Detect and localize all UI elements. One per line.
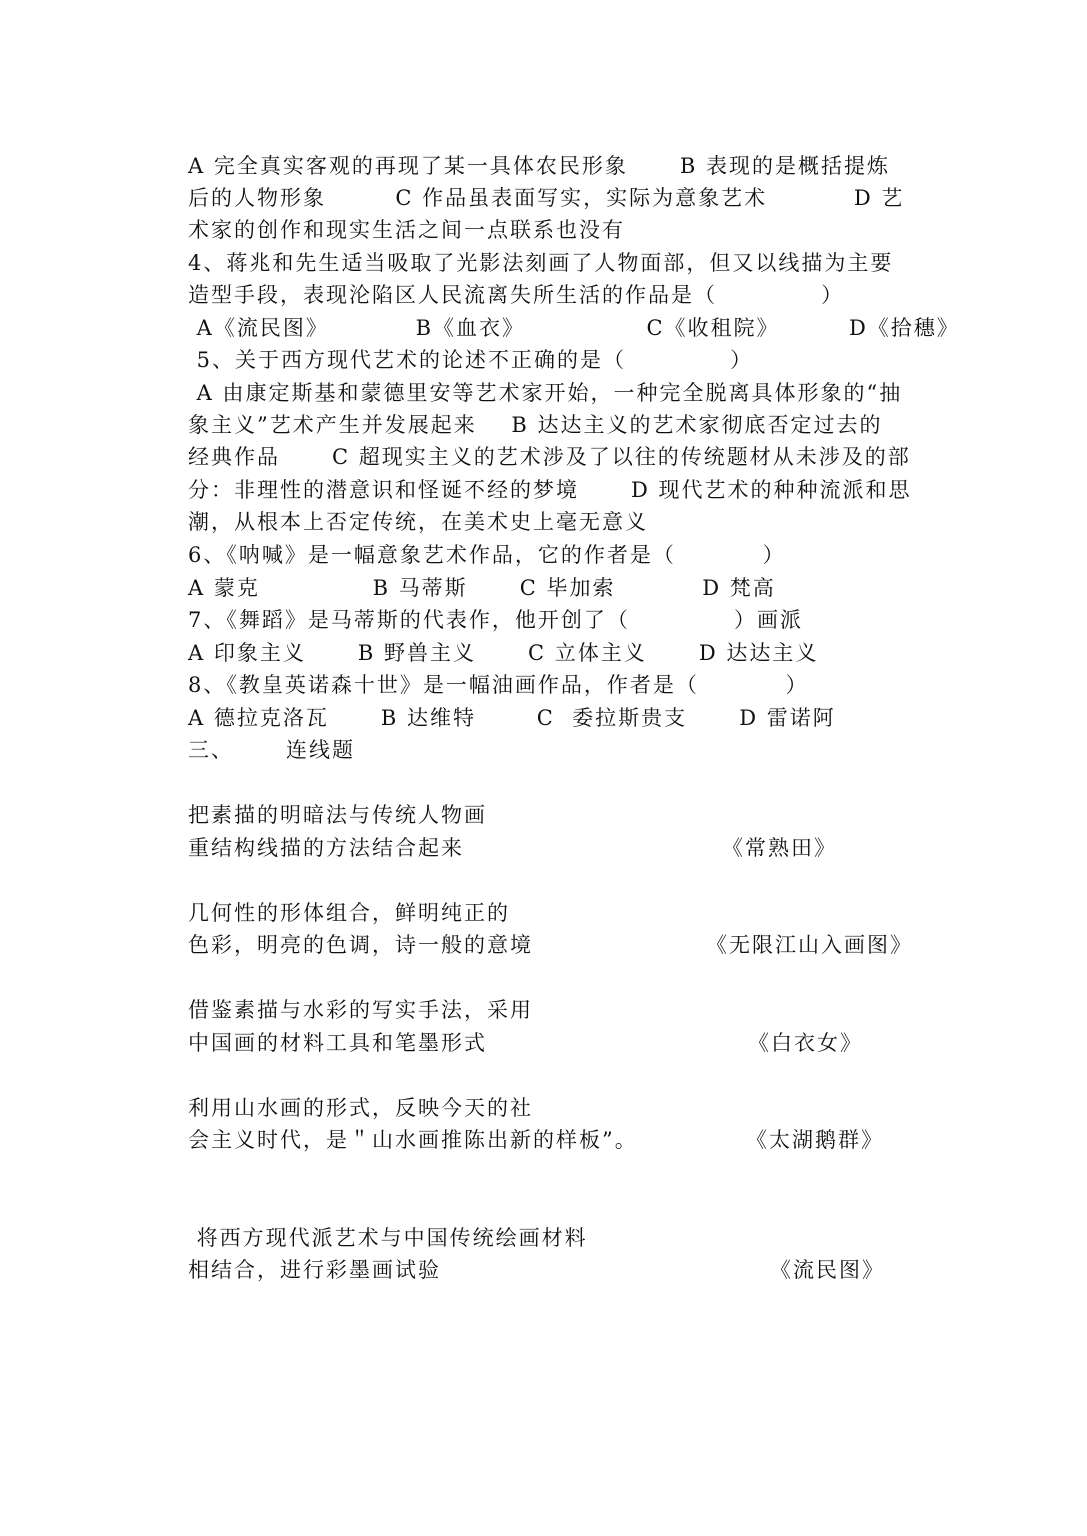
matching-left-4-line-2: 会主义时代，是＂山水画推陈出新的样板”。 xyxy=(188,1128,638,1152)
q5-option-line-5: 潮，从根本上否定传统，在美术史上毫无意义 xyxy=(188,510,648,534)
matching-right-1: 《常熟田》 xyxy=(722,836,837,860)
q7-stem: 7、《舞蹈》是马蒂斯的代表作，他开创了（ ）画派 xyxy=(188,608,803,632)
matching-right-2: 《无限江山入画图》 xyxy=(706,933,913,957)
q6-options: A 蒙克 B 马蒂斯 C 毕加索 D 梵高 xyxy=(188,576,776,600)
q4-options: A《流民图》 B《血衣》 C《收租院》 D《拾穗》 xyxy=(188,316,960,340)
matching-left-1-line-2: 重结构线描的方法结合起来 xyxy=(188,836,464,860)
q4-stem-line-2: 造型手段，表现沦陷区人民流离失所生活的作品是（ ） xyxy=(188,283,845,307)
matching-left-1-line-1: 把素描的明暗法与传统人物画 xyxy=(188,803,487,827)
q7-options: A 印象主义 B 野兽主义 C 立体主义 D 达达主义 xyxy=(188,641,819,665)
section-3-title: 三、 连线题 xyxy=(188,738,356,762)
q4-stem-line-1: 4、蒋兆和先生适当吸取了光影法刻画了人物面部，但又以线描为主要 xyxy=(188,251,894,275)
q5-option-line-3: 经典作品 C 超现实主义的艺术涉及了以往的传统题材从未涉及的部 xyxy=(188,445,911,469)
matching-left-5-line-1: 将西方现代派艺术与中国传统绘画材料 xyxy=(188,1226,588,1250)
matching-right-4: 《太湖鹅群》 xyxy=(746,1128,884,1152)
q5-option-line-1: A 由康定斯基和蒙德里安等艺术家开始，一种完全脱离具体形象的“抽 xyxy=(188,381,903,405)
q3-option-line-1: A 完全真实客观的再现了某一具体农民形象 B 表现的是概括提炼 xyxy=(188,154,890,178)
q6-stem: 6、《呐喊》是一幅意象艺术作品，它的作者是（ ） xyxy=(188,543,786,567)
matching-right-5: 《流民图》 xyxy=(770,1258,885,1282)
matching-right-3: 《白衣女》 xyxy=(748,1031,863,1055)
q3-option-line-3: 术家的创作和现实生活之间一点联系也没有 xyxy=(188,218,625,242)
q5-option-line-4: 分：非理性的潜意识和怪诞不经的梦境 D 现代艺术的种种流派和思 xyxy=(188,478,912,502)
q8-options: A 德拉克洛瓦 B 达维特 C 委拉斯贵支 D 雷诺阿 xyxy=(188,706,836,730)
q5-option-line-2: 象主义”艺术产生并发展起来 B 达达主义的艺术家彻底否定过去的 xyxy=(188,413,883,437)
matching-left-3-line-2: 中国画的材料工具和笔墨形式 xyxy=(188,1031,487,1055)
q8-stem: 8、《教皇英诺森十世》是一幅油画作品，作者是（ ） xyxy=(188,673,809,697)
matching-left-3-line-1: 借鉴素描与水彩的写实手法，采用 xyxy=(188,998,533,1022)
matching-left-5-line-2: 相结合，进行彩墨画试验 xyxy=(188,1258,441,1282)
matching-left-2-line-2: 色彩，明亮的色调，诗一般的意境 xyxy=(188,933,533,957)
matching-left-4-line-1: 利用山水画的形式，反映今天的社 xyxy=(188,1096,533,1120)
q5-stem: 5、关于西方现代艺术的论述不正确的是（ ） xyxy=(188,348,754,372)
q3-option-line-2: 后的人物形象 C 作品虽表面写实，实际为意象艺术 D 艺 xyxy=(188,186,905,210)
matching-left-2-line-1: 几何性的形体组合，鲜明纯正的 xyxy=(188,901,510,925)
